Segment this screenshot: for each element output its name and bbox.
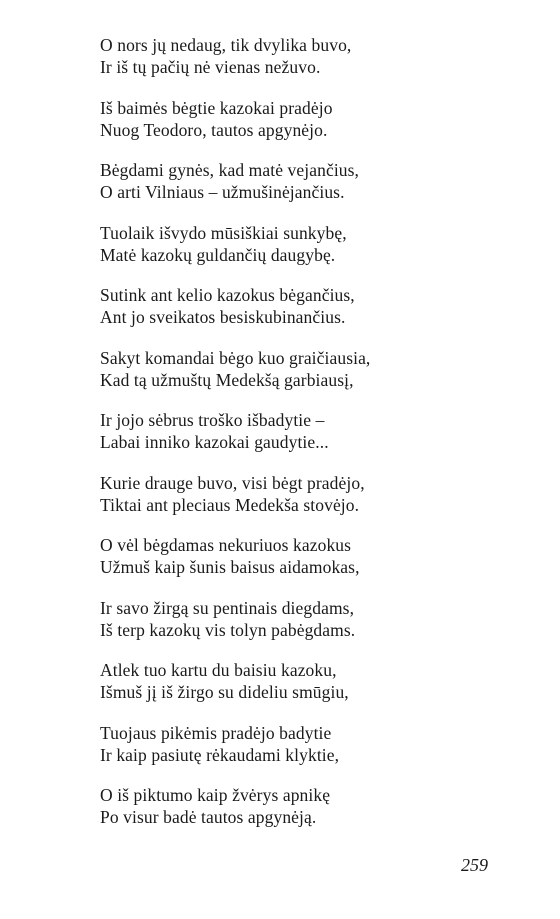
poem-line: Sakyt komandai bėgo kuo graičiausia, (100, 347, 371, 368)
poem-line: Ir jojo sėbrus troško išbadytie – (100, 410, 325, 430)
stanza (100, 597, 520, 641)
stanza (100, 222, 520, 266)
poem-line: Tuolaik išvydo mūsiškiai sunkybę, (100, 222, 347, 243)
poem-line: Užmuš kaip šunis baisus aidamokas, (100, 557, 360, 577)
poem-line: Tuojaus pikėmis pradėjo badytie (100, 722, 332, 743)
stanza (100, 34, 520, 78)
poem-line: Kurie drauge buvo, visi bėgt pradėjo, (100, 472, 365, 493)
stanza (100, 534, 520, 578)
poem-line: Ant jo sveikatos besiskubinančius. (100, 307, 346, 327)
poem-line: O nors jų nedaug, tik dvylika buvo, (100, 35, 352, 55)
poem-line: O arti Vilniaus – užmušinėjančius. (100, 182, 345, 202)
stanza (100, 347, 520, 391)
page-number: 259 (461, 855, 488, 875)
poem-line: Sutink ant kelio kazokus bėgančius, (100, 285, 355, 305)
poem-line: Atlek tuo kartu du baisiu kazoku, (100, 660, 337, 680)
stanza (100, 284, 520, 328)
stanza (100, 409, 520, 453)
poem-text (100, 34, 520, 847)
poem-line: Matė kazokų guldančių daugybę. (100, 244, 336, 265)
poem-line: Išmuš jį iš žirgo su dideliu smūgiu, (100, 682, 349, 702)
poem-line: Bėgdami gynės, kad matė vejančius, (100, 160, 360, 180)
stanza (100, 784, 520, 828)
poem-line: Labai inniko kazokai gaudytie... (100, 432, 329, 452)
poem-line: Ir savo žirgą su pentinais diegdams, (100, 597, 355, 618)
poem-line: Po visur badė tautos apgynėją. (100, 807, 317, 827)
poem-line: Iš terp kazokų vis tolyn pabėgdams. (100, 619, 356, 640)
poem-line: O iš piktumo kaip žvėrys apnikę (100, 785, 331, 805)
stanza (100, 659, 520, 703)
poem-line: O vėl bėgdamas nekuriuos kazokus (100, 535, 352, 555)
stanza (100, 97, 520, 141)
poem-line: Ir iš tų pačių nė vienas nežuvo. (100, 57, 321, 77)
poem-line: Nuog Teodoro, tautos apgynėjo. (100, 119, 328, 140)
stanza (100, 722, 520, 766)
poem-line: Kad tą užmuštų Medekšą garbiausį, (100, 369, 354, 390)
stanza (100, 472, 520, 516)
stanza (100, 159, 520, 203)
poem-line: Iš baimės bėgtie kazokai pradėjo (100, 97, 333, 118)
poem-line: Ir kaip pasiutę rėkaudami klyktie, (100, 744, 340, 765)
poem-line: Tiktai ant pleciaus Medekša stovėjo. (100, 494, 360, 515)
